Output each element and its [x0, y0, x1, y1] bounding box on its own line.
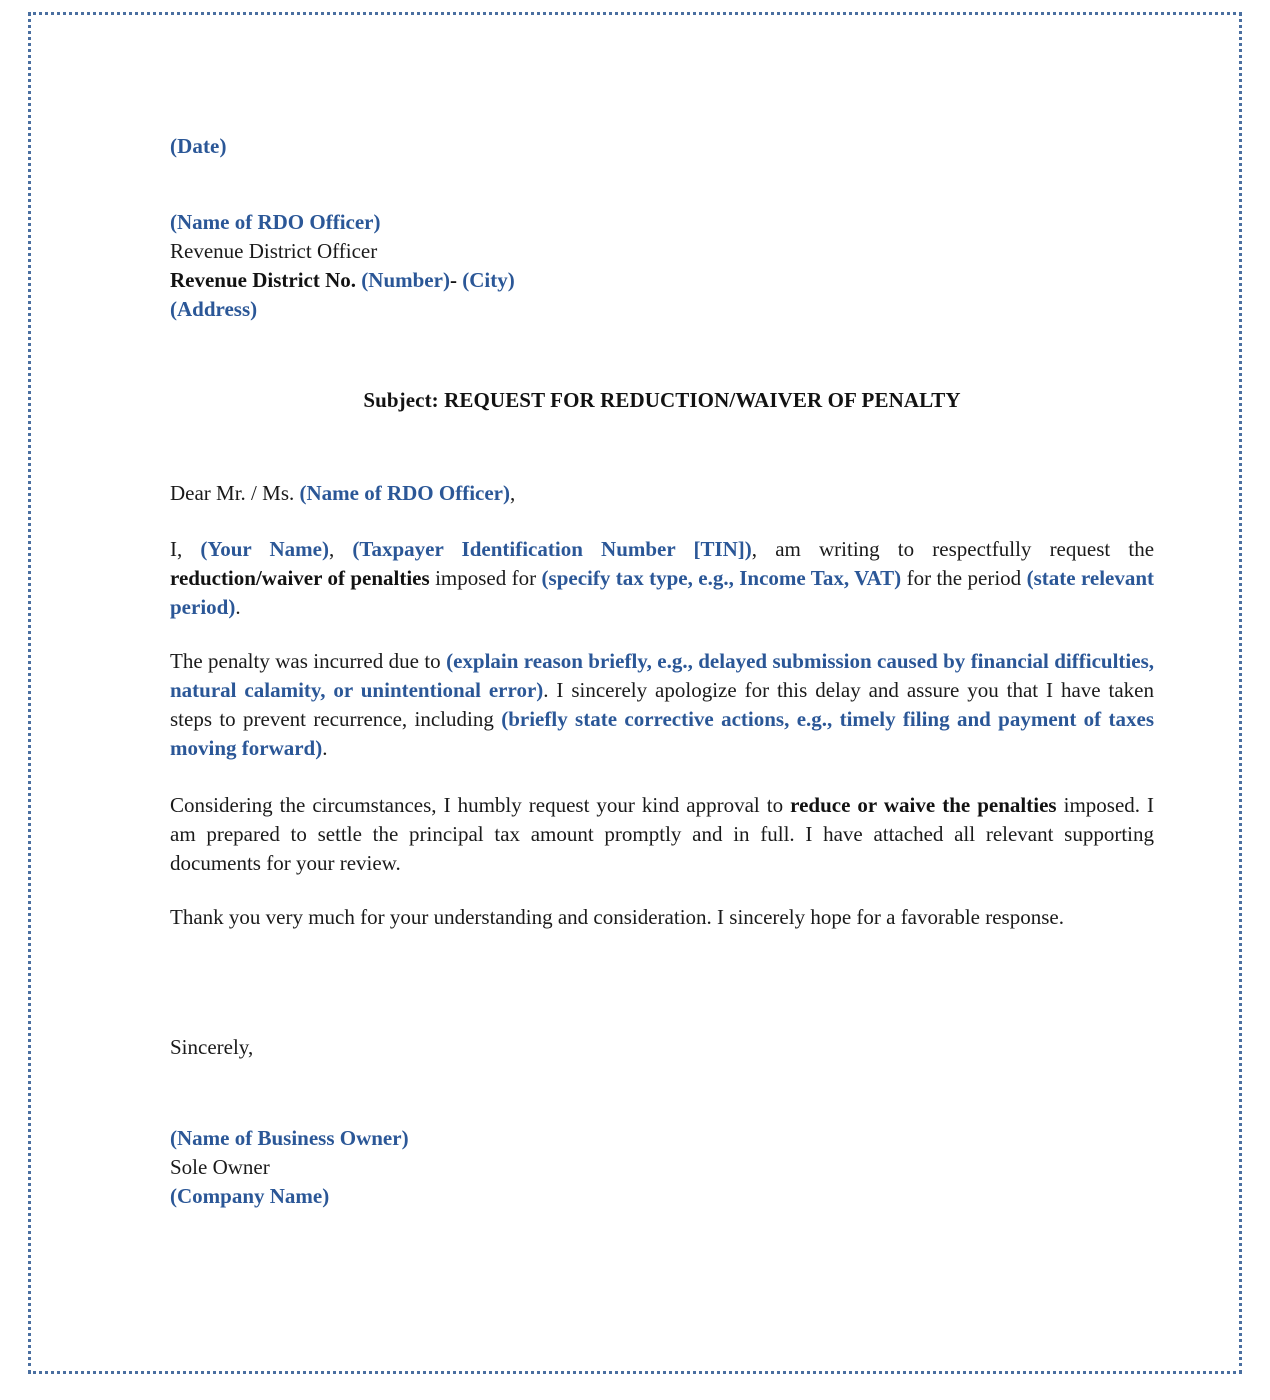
reason-placeholder: (explain reason briefly, e.g., delayed submission caused by financial difficulties, natural calamity, or unintentional error): [170, 649, 1154, 702]
signature-role: Sole Owner: [170, 1155, 270, 1179]
para1-seg1: I,: [170, 537, 183, 561]
paragraph-approval: [170, 791, 1154, 878]
tax-type-placeholder: (specify tax type, e.g., Income Tax, VAT): [541, 566, 902, 590]
paragraph-reason: [170, 647, 1154, 763]
para1-seg2: , am writing to respectfully request the: [751, 537, 1155, 561]
salutation-comma: ,: [510, 481, 516, 505]
para3-seg2: imposed. I am prepared to settle the principal tax amount promptly and in full. I have attached all relevant supporting documents for your review.: [170, 793, 1155, 875]
para1-period: .: [235, 595, 241, 619]
recipient-district-line: [170, 266, 515, 295]
district-label: Revenue District No.: [170, 268, 357, 292]
district-number-placeholder: (Number): [361, 268, 450, 292]
para2-seg2: . I sincerely apologize for this delay and assure you that I have taken steps to prevent recurrence, including: [170, 678, 1154, 731]
para2-seg1: The penalty was incurred due to: [170, 649, 441, 673]
tin-placeholder: (Taxpayer Identification Number [TIN]): [352, 537, 752, 561]
your-name-placeholder: (Your Name): [200, 537, 329, 561]
business-owner-name-placeholder: (Name of Business Owner): [170, 1126, 409, 1150]
district-separator: -: [449, 268, 457, 292]
date-line: [170, 132, 227, 161]
date-placeholder: (Date): [170, 134, 227, 158]
bold-reduce-or-waive: reduce or waive the penalties: [790, 793, 1057, 817]
recipient-address-line: [170, 295, 515, 324]
signature-company-line: [170, 1182, 409, 1211]
document-page-border: [28, 12, 1242, 1374]
company-name-placeholder: (Company Name): [170, 1184, 330, 1208]
corrective-actions-placeholder: (briefly state corrective actions, e.g., timely filing and payment of taxes moving forward): [170, 707, 1155, 760]
closing-line: Sincerely,: [170, 1035, 254, 1059]
salutation-name-placeholder: (Name of RDO Officer): [299, 481, 510, 505]
signature-owner-line: [170, 1124, 409, 1153]
recipient-officer-name-line: [170, 208, 515, 237]
para1-seg4: for the period: [906, 566, 1022, 590]
subject-line: Subject: REQUEST FOR REDUCTION/WAIVER OF PENALTY: [363, 388, 961, 412]
recipient-title: Revenue District Officer: [170, 239, 378, 263]
para2-period: .: [322, 736, 328, 760]
recipient-officer-name-placeholder: (Name of RDO Officer): [170, 210, 381, 234]
period-placeholder: (state relevant period): [170, 566, 1155, 619]
recipient-address-placeholder: (Address): [170, 297, 258, 321]
para1-comma: ,: [328, 537, 335, 561]
signature-block: [170, 1124, 409, 1211]
recipient-address-block: [170, 208, 515, 324]
paragraph-thanks: Thank you very much for your understanding and consideration. I sincerely hope for a favorable response.: [170, 905, 1064, 929]
para3-seg1: Considering the circumstances, I humbly request your kind approval to: [170, 793, 784, 817]
bold-reduction-waiver: reduction/waiver of penalties: [170, 566, 430, 590]
salutation-line: [170, 479, 515, 508]
recipient-title-line: [170, 237, 515, 266]
signature-role-line: [170, 1153, 409, 1182]
salutation-lead: Dear Mr. / Ms.: [170, 481, 295, 505]
para1-seg3: imposed for: [435, 566, 537, 590]
district-city-placeholder: (City): [462, 268, 515, 292]
paragraph-request: [170, 535, 1154, 622]
